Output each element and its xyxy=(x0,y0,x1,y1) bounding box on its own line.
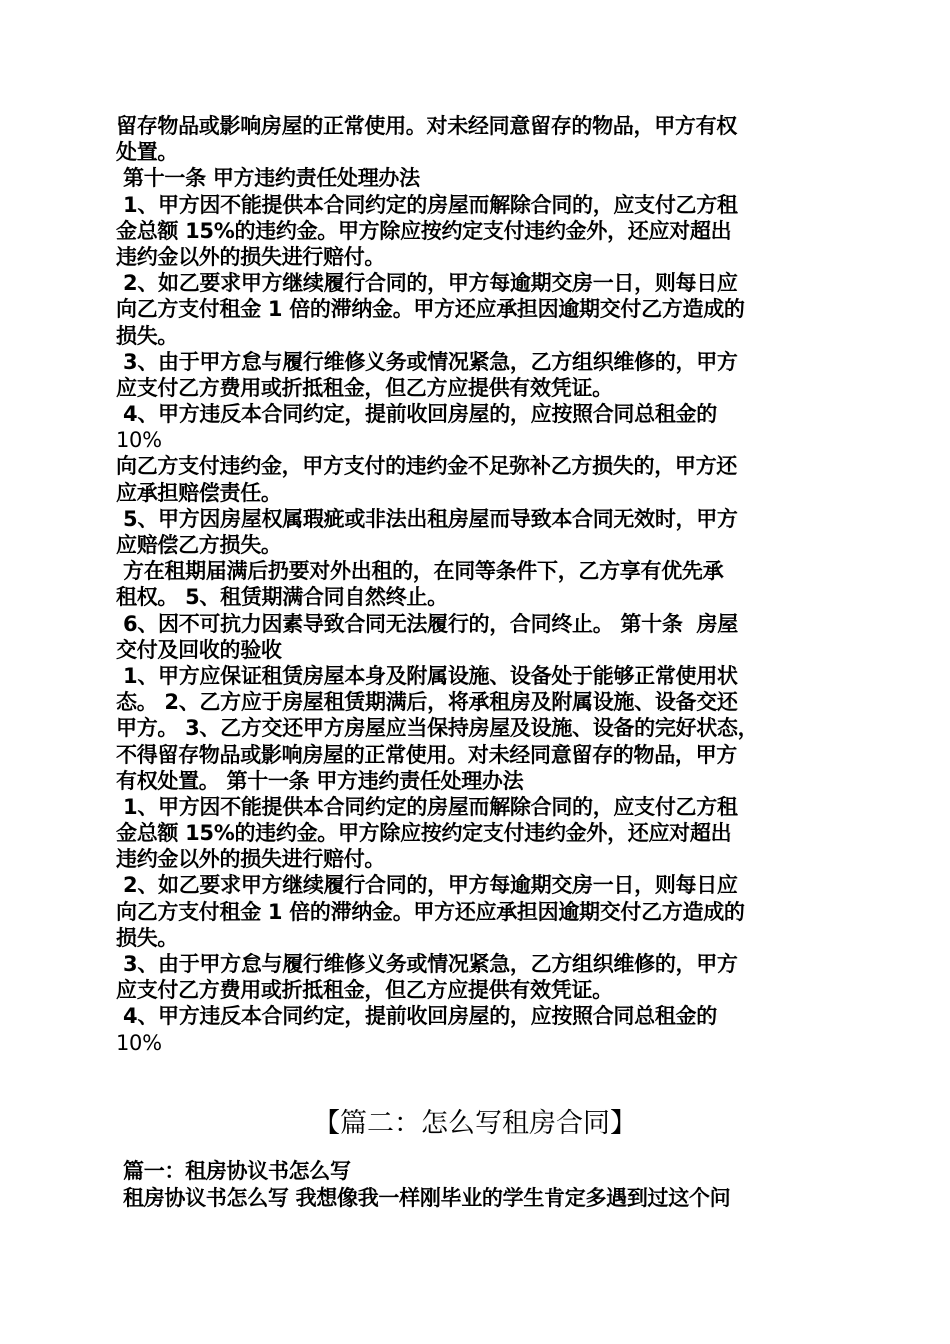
text-line: 1、甲方因不能提供本合同约定的房屋而解除合同的，应支付乙方租 xyxy=(116,794,738,819)
tail-text xyxy=(116,1158,846,1212)
text-line: 不得留存物品或影响房屋的正常使用。对未经同意留存的物品，甲方 xyxy=(116,742,737,767)
text-line: 1、甲方应保证租赁房屋本身及附属设施、设备处于能够正常使用状 xyxy=(116,663,738,688)
text-line: 应承担赔偿责任。 xyxy=(116,480,282,505)
section-title: 【篇二：怎么写租房合同】 xyxy=(313,1108,637,1139)
text-line: 2、如乙要求甲方继续履行合同的，甲方每逾期交房一日，则每日应 xyxy=(116,271,738,296)
text-line: 向乙方支付租金 1 倍的滞纳金。甲方还应承担因逾期交付乙方造成的 xyxy=(116,297,745,322)
text-line: 应赔偿乙方损失。 xyxy=(116,533,282,557)
body-text xyxy=(116,113,846,1056)
text-line: 留存物品或影响房屋的正常使用。对未经同意留存的物品，甲方有权 xyxy=(116,114,737,138)
text-line: 10% xyxy=(116,428,162,453)
text-line: 违约金以外的损失进行赔付。 xyxy=(116,847,386,872)
text-line: 交付及回收的验收 xyxy=(116,637,282,662)
text-line: 第十一条 甲方违约责任处理办法 xyxy=(116,166,420,191)
text-line: 态。 2、乙方应于房屋租赁期满后，将承租房及附属设施、设备交还 xyxy=(116,690,738,715)
text-line: 3、由于甲方怠与履行维修义务或情况紧急，乙方组织维修的，甲方 xyxy=(116,952,738,976)
text-line: 违约金以外的损失进行赔付。 xyxy=(116,244,386,269)
text-line: 甲方。 3、乙方交还甲方房屋应当保持房屋及设施、设备的完好状态， xyxy=(116,716,759,741)
text-line: 4、甲方违反本合同约定，提前收回房屋的，应按照合同总租金的 xyxy=(116,402,717,427)
text-line: 4、甲方违反本合同约定，提前收回房屋的，应按照合同总租金的 xyxy=(116,1004,717,1029)
text-line: 3、由于甲方怠与履行维修义务或情况紧急，乙方组织维修的，甲方 xyxy=(116,349,738,374)
text-line: 租权。 5、租赁期满合同自然终止。 xyxy=(116,585,448,610)
text-line: 有权处置。 第十一条 甲方违约责任处理办法 xyxy=(116,768,524,793)
text-line: 应支付乙方费用或折抵租金，但乙方应提供有效凭证。 xyxy=(116,375,613,400)
text-line: 6、因不可抗力因素导致合同无法履行的，合同终止。 第十条 房屋 xyxy=(116,611,738,636)
text-line: 应支付乙方费用或折抵租金，但乙方应提供有效凭证。 xyxy=(116,978,613,1003)
text-line: 损失。 xyxy=(116,925,179,950)
text-line: 2、如乙要求甲方继续履行合同的，甲方每逾期交房一日，则每日应 xyxy=(116,873,738,898)
text-line: 租房协议书怎么写 我想像我一样刚毕业的学生肯定多遇到过这个问 xyxy=(116,1186,731,1210)
text-line: 金总额 15%的违约金。甲方除应按约定支付违约金外，还应对超出 xyxy=(116,218,732,243)
text-line: 5、甲方因房屋权属瑕疵或非法出租房屋而导致本合同无效时，甲方 xyxy=(116,506,738,531)
text-line: 金总额 15%的违约金。甲方除应按约定支付违约金外，还应对超出 xyxy=(116,821,732,846)
text-line: 10% xyxy=(116,1030,162,1055)
text-line: 1、甲方因不能提供本合同约定的房屋而解除合同的，应支付乙方租 xyxy=(116,192,738,217)
text-line: 篇一：租房协议书怎么写 xyxy=(116,1159,351,1183)
text-line: 向乙方支付租金 1 倍的滞纳金。甲方还应承担因逾期交付乙方造成的 xyxy=(116,899,745,924)
text-line: 损失。 xyxy=(116,323,179,348)
text-line: 处置。 xyxy=(116,140,179,165)
text-line: 向乙方支付违约金，甲方支付的违约金不足弥补乙方损失的，甲方还 xyxy=(116,454,737,479)
text-line: 方在租期届满后扔要对外出租的，在同等条件下，乙方享有优先承 xyxy=(116,559,724,584)
